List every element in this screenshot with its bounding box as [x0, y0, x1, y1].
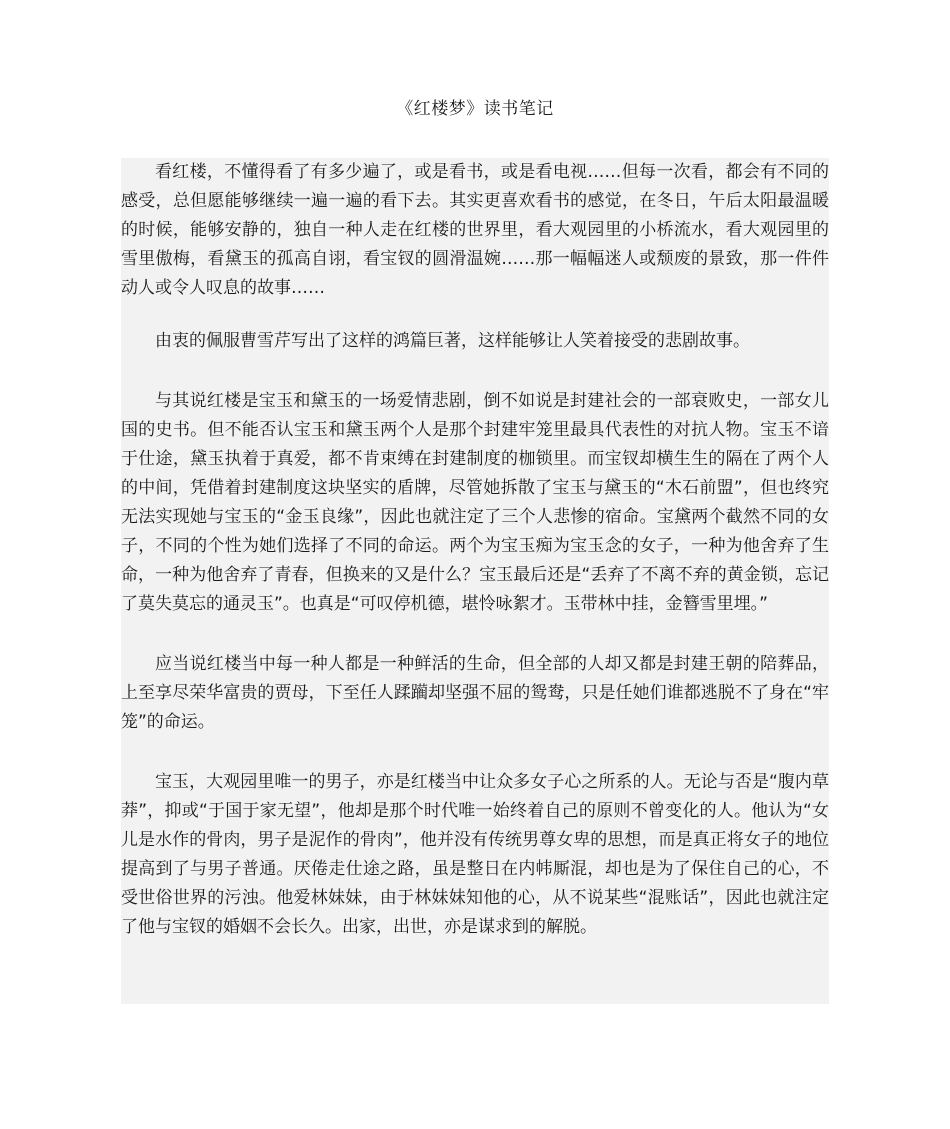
paragraph: 由衷的佩服曹雪芹写出了这样的鸿篇巨著，这样能够让人笑着接受的悲剧故事。: [155, 331, 750, 351]
page-title: 《红楼梦》读书笔记: [396, 99, 554, 119]
paragraph: 看红楼，不懂得看了有多少遍了，或是看书，或是看电视……但每一次看，都会有不同的感受，总但愿能够继续一遍一遍的看下去。其实更喜欢看书的感觉，在冬日，午后太阳最温暖的时候，能够安静的，独自一种人走在红楼的世界里，看大观园里的小桥流水，看大观园里的雪里傲梅，看黛玉的孤高自诩，看宝钗的圆滑温婉……那一幅幅迷人或颓废的景致，那一件件动人或令人叹息的故事……: [121, 162, 829, 298]
paragraph: 与其说红楼是宝玉和黛玉的一场爱情悲剧，倒不如说是封建社会的一部衰败史，一部女儿国的史书。但不能否认宝玉和黛玉两个人是那个封建牢笼里最具代表性的对抗人物。宝玉不谙于仕途，黛玉执着于真爱，都不肯束缚在封建制度的枷锁里。而宝钗却横生生的隔在了两个人的中间，凭借着封建制度这块坚实的盾牌，尽管她拆散了宝玉与黛玉的“木石前盟”，但也终究无法实现她与宝玉的“金玉良缘”，因此也就注定了三个人悲惨的宿命。宝黛两个截然不同的女子，不同的个性为她们选择了不同的命运。两个为宝玉痴为宝玉念的女子，一种为他舍弃了生命，一种为他舍弃了青春，但换来的又是什么？宝玉最后还是“丢弃了不离不弃的黄金锁，忘记了莫失莫忘的通灵玉”。也真是“可叹停机德，堪怜咏絮才。玉带林中挂，金簪雪里埋。”: [121, 391, 829, 614]
document-body: [121, 158, 829, 1004]
paragraph: 应当说红楼当中每一种人都是一种鲜活的生命，但全部的人却又都是封建王朝的陪葬品，上至享尽荣华富贵的贾母，下至任人蹂躏却坚强不屈的鸳鸯，只是任她们谁都逃脱不了身在“牢笼”的命运。: [121, 654, 829, 732]
paragraph: 宝玉，大观园里唯一的男子，亦是红楼当中让众多女子心之所系的人。无论与否是“腹内草莽”，抑或“于国于家无望”，他却是那个时代唯一始终着自己的原则不曾变化的人。他认为“女儿是水作的骨肉，男子是泥作的骨肉”，他并没有传统男尊女卑的思想，而是真正将女子的地位提高到了与男子普通。厌倦走仕途之路，虽是整日在内帏厮混，却也是为了保住自己的心，不受世俗世界的污浊。他爱林妹妹，由于林妹妹知他的心，从不说某些“混账话”，因此也就注定了他与宝钗的婚姻不会长久。出家，出世，亦是谋求到的解脱。: [121, 772, 829, 937]
